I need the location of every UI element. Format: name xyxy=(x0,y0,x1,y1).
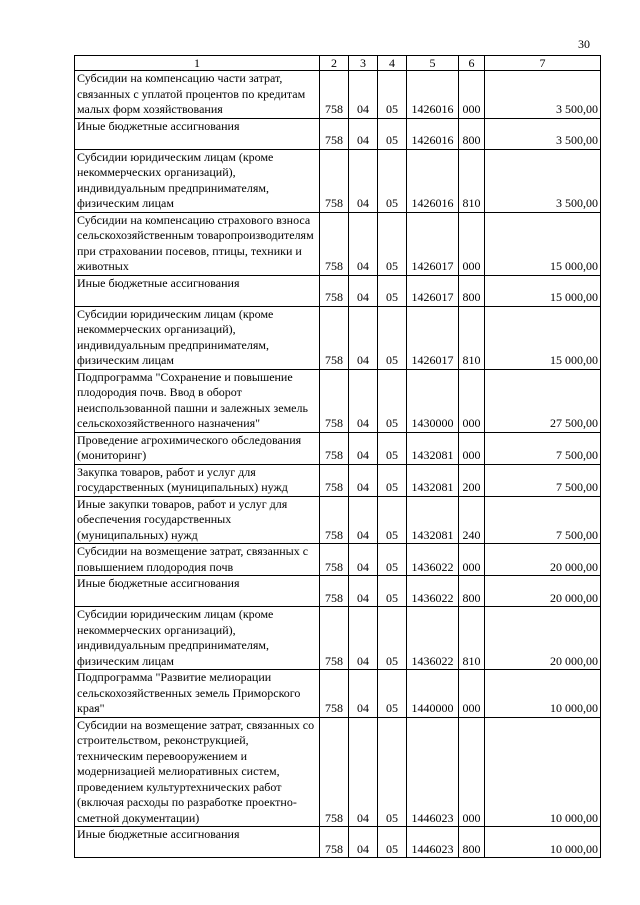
section-code: 04 xyxy=(349,670,378,718)
subsection-code: 05 xyxy=(378,369,407,432)
subsection-code: 05 xyxy=(378,607,407,670)
ved-code: 758 xyxy=(320,369,349,432)
section-code: 04 xyxy=(349,496,378,544)
row-name: Субсидии юридическим лицам (кроме некоммерческих организаций), индивидуальным предпринимателям, физическим лицам xyxy=(75,149,320,212)
target-article-code: 1426017 xyxy=(407,212,459,275)
section-code: 04 xyxy=(349,607,378,670)
expense-type-code: 200 xyxy=(459,464,485,496)
table-row xyxy=(75,496,601,544)
table-row xyxy=(75,607,601,670)
table-row xyxy=(75,369,601,432)
ved-code: 758 xyxy=(320,717,349,827)
expense-type-code: 800 xyxy=(459,118,485,149)
amount: 27 500,00 xyxy=(485,369,601,432)
target-article-code: 1440000 xyxy=(407,670,459,718)
amount: 10 000,00 xyxy=(485,717,601,827)
expense-type-code: 000 xyxy=(459,369,485,432)
section-code: 04 xyxy=(349,118,378,149)
subsection-code: 05 xyxy=(378,275,407,306)
amount: 7 500,00 xyxy=(485,432,601,464)
row-name: Субсидии на компенсацию страхового взноса сельскохозяйственным товаропроизводителям при страховании посевов, птицы, техники и животных xyxy=(75,212,320,275)
section-code: 04 xyxy=(349,306,378,369)
subsection-code: 05 xyxy=(378,544,407,576)
row-name: Субсидии на возмещение затрат, связанных с повышением плодородия почв xyxy=(75,544,320,576)
target-article-code: 1446023 xyxy=(407,827,459,858)
expense-type-code: 000 xyxy=(459,212,485,275)
expense-type-code: 800 xyxy=(459,576,485,607)
ved-code: 758 xyxy=(320,576,349,607)
table-row xyxy=(75,670,601,718)
table-row xyxy=(75,149,601,212)
amount: 10 000,00 xyxy=(485,670,601,718)
row-name: Подпрограмма "Развитие мелиорации сельскохозяйственных земель Приморского края" xyxy=(75,670,320,718)
row-name: Проведение агрохимического обследования (мониторинг) xyxy=(75,432,320,464)
section-code: 04 xyxy=(349,464,378,496)
subsection-code: 05 xyxy=(378,118,407,149)
subsection-code: 05 xyxy=(378,576,407,607)
row-name: Субсидии на компенсацию части затрат, связанных с уплатой процентов по кредитам малых форм хозяйствования xyxy=(75,71,320,119)
expense-type-code: 810 xyxy=(459,149,485,212)
section-code: 04 xyxy=(349,576,378,607)
amount: 3 500,00 xyxy=(485,149,601,212)
expense-type-code: 810 xyxy=(459,306,485,369)
section-code: 04 xyxy=(349,369,378,432)
expense-type-code: 000 xyxy=(459,717,485,827)
table-row xyxy=(75,275,601,306)
amount: 15 000,00 xyxy=(485,212,601,275)
amount: 15 000,00 xyxy=(485,306,601,369)
section-code: 04 xyxy=(349,827,378,858)
ved-code: 758 xyxy=(320,670,349,718)
target-article-code: 1436022 xyxy=(407,607,459,670)
row-name: Подпрограмма "Сохранение и повышение плодородия почв. Ввод в оборот неиспользованной пашни и залежных земель сельскохозяйственного назначения" xyxy=(75,369,320,432)
amount: 7 500,00 xyxy=(485,496,601,544)
table-row xyxy=(75,576,601,607)
subsection-code: 05 xyxy=(378,496,407,544)
subsection-code: 05 xyxy=(378,670,407,718)
ved-code: 758 xyxy=(320,544,349,576)
ved-code: 758 xyxy=(320,212,349,275)
subsection-code: 05 xyxy=(378,212,407,275)
amount: 7 500,00 xyxy=(485,464,601,496)
row-name: Субсидии юридическим лицам (кроме некоммерческих организаций), индивидуальным предпринимателям, физическим лицам xyxy=(75,607,320,670)
ved-code: 758 xyxy=(320,827,349,858)
subsection-code: 05 xyxy=(378,464,407,496)
expense-type-code: 810 xyxy=(459,607,485,670)
table-row xyxy=(75,306,601,369)
target-article-code: 1432081 xyxy=(407,432,459,464)
target-article-code: 1426016 xyxy=(407,118,459,149)
ved-code: 758 xyxy=(320,149,349,212)
target-article-code: 1436022 xyxy=(407,576,459,607)
ved-code: 758 xyxy=(320,464,349,496)
target-article-code: 1426017 xyxy=(407,306,459,369)
expense-type-code: 240 xyxy=(459,496,485,544)
ved-code: 758 xyxy=(320,306,349,369)
amount: 3 500,00 xyxy=(485,71,601,119)
table-row xyxy=(75,118,601,149)
section-code: 04 xyxy=(349,71,378,119)
amount: 20 000,00 xyxy=(485,607,601,670)
ved-code: 758 xyxy=(320,71,349,119)
header-cell: 6 xyxy=(459,56,485,71)
header-cell: 3 xyxy=(349,56,378,71)
header-cell: 1 xyxy=(75,56,320,71)
target-article-code: 1432081 xyxy=(407,496,459,544)
target-article-code: 1446023 xyxy=(407,717,459,827)
target-article-code: 1430000 xyxy=(407,369,459,432)
subsection-code: 05 xyxy=(378,717,407,827)
amount: 20 000,00 xyxy=(485,544,601,576)
row-name: Иные закупки товаров, работ и услуг для обеспечения государственных (муниципальных) нужд xyxy=(75,496,320,544)
table-row xyxy=(75,71,601,119)
row-name: Субсидии юридическим лицам (кроме некоммерческих организаций), индивидуальным предпринимателям, физическим лицам xyxy=(75,306,320,369)
table-row xyxy=(75,432,601,464)
expense-type-code: 000 xyxy=(459,544,485,576)
header-cell: 4 xyxy=(378,56,407,71)
expense-type-code: 000 xyxy=(459,670,485,718)
header-cell: 5 xyxy=(407,56,459,71)
expense-type-code: 800 xyxy=(459,275,485,306)
header-cell: 2 xyxy=(320,56,349,71)
target-article-code: 1436022 xyxy=(407,544,459,576)
ved-code: 758 xyxy=(320,607,349,670)
target-article-code: 1432081 xyxy=(407,464,459,496)
row-name: Иные бюджетные ассигнования xyxy=(75,118,320,149)
table-row xyxy=(75,827,601,858)
table-row xyxy=(75,464,601,496)
table-row xyxy=(75,717,601,827)
section-code: 04 xyxy=(349,275,378,306)
subsection-code: 05 xyxy=(378,306,407,369)
subsection-code: 05 xyxy=(378,432,407,464)
subsection-code: 05 xyxy=(378,827,407,858)
expense-type-code: 800 xyxy=(459,827,485,858)
subsection-code: 05 xyxy=(378,149,407,212)
section-code: 04 xyxy=(349,432,378,464)
header-cell: 7 xyxy=(485,56,601,71)
target-article-code: 1426017 xyxy=(407,275,459,306)
table-row xyxy=(75,544,601,576)
target-article-code: 1426016 xyxy=(407,71,459,119)
row-name: Субсидии на возмещение затрат, связанных со строительством, реконструкцией, техническим перевооружением и модернизацией мелиоративных систем, проведением культуртехнических работ (включая расходы по разработке проектно-сметной документации) xyxy=(75,717,320,827)
ved-code: 758 xyxy=(320,496,349,544)
expense-type-code: 000 xyxy=(459,71,485,119)
expense-type-code: 000 xyxy=(459,432,485,464)
table-header-row xyxy=(75,56,601,71)
target-article-code: 1426016 xyxy=(407,149,459,212)
amount: 10 000,00 xyxy=(485,827,601,858)
budget-table xyxy=(74,55,601,858)
section-code: 04 xyxy=(349,212,378,275)
page-number: 30 xyxy=(578,37,590,51)
subsection-code: 05 xyxy=(378,71,407,119)
row-name: Иные бюджетные ассигнования xyxy=(75,275,320,306)
row-name: Иные бюджетные ассигнования xyxy=(75,576,320,607)
section-code: 04 xyxy=(349,544,378,576)
row-name: Закупка товаров, работ и услуг для государственных (муниципальных) нужд xyxy=(75,464,320,496)
section-code: 04 xyxy=(349,149,378,212)
amount: 20 000,00 xyxy=(485,576,601,607)
table-row xyxy=(75,212,601,275)
section-code: 04 xyxy=(349,717,378,827)
ved-code: 758 xyxy=(320,118,349,149)
ved-code: 758 xyxy=(320,275,349,306)
amount: 15 000,00 xyxy=(485,275,601,306)
ved-code: 758 xyxy=(320,432,349,464)
amount: 3 500,00 xyxy=(485,118,601,149)
row-name: Иные бюджетные ассигнования xyxy=(75,827,320,858)
